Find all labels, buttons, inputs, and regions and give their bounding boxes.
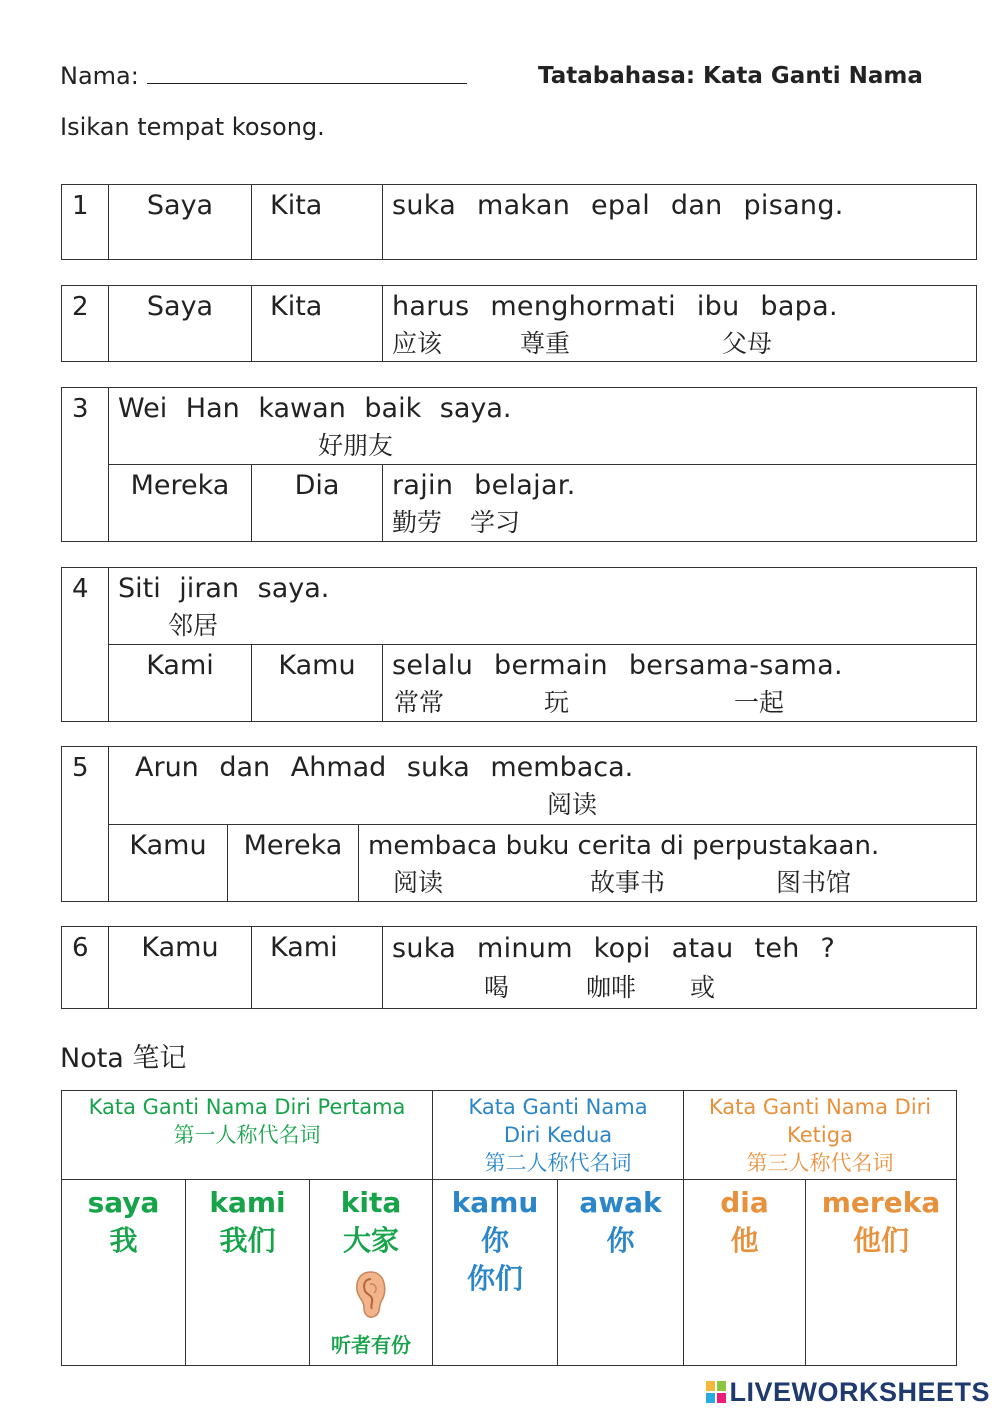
option-1[interactable]: Saya: [109, 286, 252, 362]
sentence: suka makan epal dan pisang.: [392, 190, 844, 221]
liveworksheets-logo: LIVEWORKSHEETS: [705, 1377, 990, 1408]
instruction-text: Isikan tempat kosong.: [60, 113, 325, 141]
sentence: suka minum kopi atau teh ?: [392, 933, 836, 964]
option-2[interactable]: Mereka: [228, 825, 359, 902]
translation: 阅读 故事书 图书馆: [393, 868, 852, 897]
ear-icon: [354, 1270, 388, 1320]
sentence: harus menghormati ibu bapa.: [392, 291, 838, 322]
context-sentence: Wei Han kawan baik saya.: [118, 393, 512, 424]
question-number: 3: [62, 388, 109, 542]
pronoun-awak: awak 你: [558, 1180, 684, 1366]
nota-title: Nota 笔记: [60, 1043, 187, 1074]
translation: 喝 咖啡 或: [484, 973, 716, 1002]
option-1[interactable]: Kami: [109, 645, 252, 722]
pronoun-notes-table: [61, 1090, 957, 1366]
page-title: Tatabahasa: Kata Ganti Nama: [538, 63, 923, 89]
third-person-header: Kata Ganti Nama Diri Ketiga 第三人称代名词: [684, 1091, 957, 1180]
translation: 应该 尊重 父母: [392, 329, 773, 358]
pronoun-mereka: mereka 他们: [806, 1180, 957, 1366]
pronoun-saya: saya 我: [62, 1180, 186, 1366]
translation: 勤劳 学习: [392, 508, 521, 537]
context-translation: 阅读: [547, 790, 598, 819]
question-number: 4: [62, 568, 109, 722]
pronoun-kami: kami 我们: [186, 1180, 310, 1366]
option-1[interactable]: Kamu: [109, 927, 252, 1009]
question-6: [61, 926, 977, 1009]
name-field-row: [60, 62, 467, 90]
question-number: 5: [62, 747, 109, 902]
question-3: [61, 387, 977, 542]
question-4: [61, 567, 977, 722]
translation: 常常 玩 一起: [394, 688, 785, 717]
question-number: 2: [62, 286, 109, 362]
option-1[interactable]: Saya: [109, 185, 252, 260]
name-label: Nama:: [60, 62, 139, 90]
logo-icon: [705, 1380, 727, 1404]
question-2: [61, 285, 977, 362]
sentence: membaca buku cerita di perpustakaan.: [368, 831, 880, 861]
sentence: rajin belajar.: [392, 470, 576, 501]
pronoun-kita: kita 大家 听者有份: [310, 1180, 433, 1366]
context-sentence: Siti jiran saya.: [118, 573, 330, 604]
option-1[interactable]: Mereka: [109, 465, 252, 542]
question-number: 1: [62, 185, 109, 260]
option-2[interactable]: Kamu: [252, 645, 383, 722]
second-person-header: Kata Ganti Nama Diri Kedua 第二人称代名词: [433, 1091, 684, 1180]
question-number: 6: [62, 927, 109, 1009]
option-2[interactable]: Kami: [252, 927, 383, 1009]
option-2[interactable]: Kita: [252, 185, 383, 260]
name-input-line[interactable]: [147, 63, 467, 84]
option-2[interactable]: Kita: [252, 286, 383, 362]
pronoun-kamu: kamu 你 你们: [433, 1180, 558, 1366]
first-person-header: Kata Ganti Nama Diri Pertama 第一人称代名词: [62, 1091, 433, 1180]
kita-note: 听者有份: [331, 1333, 411, 1357]
question-5: [61, 746, 977, 902]
option-1[interactable]: Kamu: [109, 825, 228, 902]
sentence: selalu bermain bersama-sama.: [392, 650, 843, 681]
question-1: [61, 184, 977, 260]
pronoun-dia: dia 他: [684, 1180, 806, 1366]
context-translation: 邻居: [168, 611, 219, 640]
option-2[interactable]: Dia: [252, 465, 383, 542]
context-sentence: Arun dan Ahmad suka membaca.: [135, 752, 634, 783]
context-translation: 好朋友: [318, 431, 394, 460]
